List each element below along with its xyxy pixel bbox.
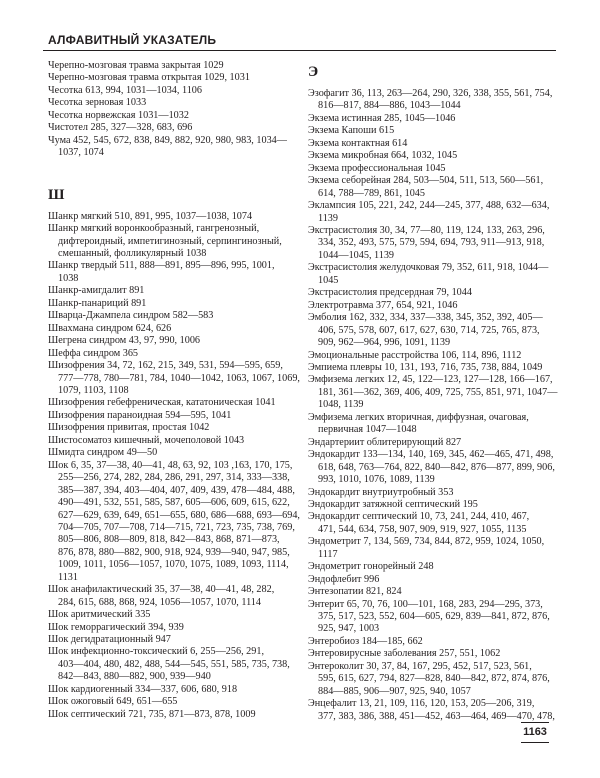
index-entry: [308, 449, 560, 486]
index-entry-line: Эклампсия 105, 221, 242, 244—245, 377, 488, 632—634,: [308, 200, 550, 212]
index-entry-line: Энцефалит 13, 21, 109, 116, 120, 153, 205—206, 319,: [308, 698, 535, 710]
index-entry-continuation: 805—806, 808—809, 818, 842—843, 868, 871—873,: [58, 534, 280, 546]
index-entry: [48, 684, 300, 696]
index-entry: [48, 60, 300, 72]
index-entry-line: Чистотел 285, 327—328, 683, 696: [48, 122, 193, 134]
index-entry-continuation: 375, 517, 523, 552, 604—605, 629, 839—841, 872, 876,: [318, 611, 550, 623]
index-entry-line: Эмболия 162, 332, 334, 337—338, 345, 352, 392, 405—: [308, 312, 543, 324]
index-entry-line: Эмоциональные расстройства 106, 114, 896, 1112: [308, 349, 522, 361]
section-gap: [48, 160, 300, 185]
index-entry: [48, 335, 300, 347]
index-entry-continuation: 471, 544, 634, 758, 907, 909, 919, 927, 1055, 1135: [318, 523, 527, 535]
index-entry: [48, 310, 300, 322]
section-letter-heading: Э: [308, 64, 319, 80]
index-entry-line: Эндокардит септический 10, 73, 241, 244, 410, 467,: [308, 511, 530, 523]
index-entry-continuation: 1045: [318, 274, 339, 286]
index-entry: [48, 410, 300, 422]
index-entry: [308, 262, 560, 287]
index-entry-line: Шок инфекционно-токсический 6, 255—256, 291,: [48, 646, 264, 658]
index-entry: [308, 350, 560, 362]
index-entry-continuation: 614, 788—789, 861, 1045: [318, 187, 425, 199]
index-entry: [48, 622, 300, 634]
index-entry-line: Экзема Капоши 615: [308, 125, 395, 137]
index-entry: [48, 323, 300, 335]
index-entry-line: Экстрасистолия 30, 34, 77—80, 119, 124, 133, 263, 296,: [308, 224, 545, 236]
index-entry: [48, 696, 300, 708]
index-column-right: [308, 62, 560, 723]
index-entry-continuation: 1131: [58, 571, 78, 583]
index-entry-continuation: 618, 648, 763—764, 822, 840—842, 876—877, 899, 906,: [318, 461, 555, 473]
index-entry: [308, 300, 560, 312]
index-entry-line: Электротравма 377, 654, 921, 1046: [308, 299, 458, 311]
index-entry: [308, 574, 560, 586]
index-entry-continuation: смешанный, фолликулярный 1038: [58, 247, 207, 259]
index-entry-line: Экзема профессиональная 1045: [308, 162, 446, 174]
index-entry-line: Эмпиема плевры 10, 131, 193, 716, 735, 738, 884, 1049: [308, 361, 543, 373]
index-entry-continuation: 993, 1010, 1076, 1089, 1139: [318, 474, 435, 486]
page-number: 1163: [521, 722, 549, 743]
index-entry: [308, 138, 560, 150]
index-entry: [308, 125, 560, 137]
index-entry-continuation: 1117: [318, 548, 338, 560]
index-entry: [48, 360, 300, 397]
index-column-left: [48, 60, 300, 721]
index-entry-line: Шок дегидратационный 947: [48, 634, 171, 646]
index-entry-continuation: 816—817, 884—886, 1043—1044: [318, 100, 461, 112]
index-entry-line: Экстрасистолия предсердная 79, 1044: [308, 287, 472, 299]
index-entry: [308, 175, 560, 200]
index-entry-continuation: 627—629, 639, 649, 651—655, 680, 686—688, 693—694,: [58, 509, 300, 521]
index-entry-continuation: 284, 615, 688, 868, 924, 1056—1057, 1070, 1114: [58, 596, 261, 608]
index-entry: [308, 561, 560, 573]
index-entry: [48, 435, 300, 447]
index-entry: [308, 599, 560, 636]
index-entry-line: Экзема микробная 664, 1032, 1045: [308, 150, 458, 162]
index-entry-continuation: 925, 947, 1003: [318, 623, 380, 635]
index-entry-line: Швахмана синдром 624, 626: [48, 322, 172, 334]
index-entry-line: Энтезопатии 821, 824: [308, 586, 402, 598]
index-entry-continuation: 1038: [58, 272, 79, 284]
index-entry-continuation: 181, 361—362, 369, 406, 409, 725, 755, 851, 971, 1047—: [318, 386, 558, 398]
index-entry: [308, 88, 560, 113]
index-entry: [48, 110, 300, 122]
index-entry-line: Шистосоматоз кишечный, мочеполовой 1043: [48, 434, 245, 446]
index-entry-line: Шок кардиогенный 334—337, 606, 680, 918: [48, 683, 238, 695]
index-entry-line: Шок 6, 35, 37—38, 40—41, 48, 63, 92, 103 ,163, 170, 175,: [48, 459, 293, 471]
index-entry-line: Шмидта синдром 49—50: [48, 447, 158, 459]
index-entry-continuation: 704—705, 707—708, 714—715, 721, 723, 735, 738, 769,: [58, 521, 295, 533]
index-entry-continuation: 1079, 1103, 1108: [58, 384, 129, 396]
index-entry: [48, 447, 300, 459]
index-entry: [308, 648, 560, 660]
index-entry: [48, 211, 300, 223]
header-rule: [43, 50, 556, 51]
index-entry: [48, 122, 300, 134]
index-entry-line: Энтеробиоз 184—185, 662: [308, 635, 423, 647]
index-entry-continuation: 255—256, 274, 282, 284, 286, 291, 297, 314, 333—338,: [58, 472, 290, 484]
index-entry: [308, 200, 560, 225]
index-entry: [308, 437, 560, 449]
index-entry: [48, 85, 300, 97]
index-entry-line: Экзема контактная 614: [308, 137, 408, 149]
index-entry: [308, 499, 560, 511]
index-entry-line: Шеффа синдром 365: [48, 347, 139, 359]
index-entry: [48, 709, 300, 721]
index-entry-line: Энтеровирусные заболевания 257, 551, 1062: [308, 648, 501, 660]
index-entry-line: Экстрасистолия желудочковая 79, 352, 611, 918, 1044—: [308, 262, 549, 274]
index-entry-continuation: 406, 575, 578, 607, 617, 627, 630, 714, 725, 765, 873,: [318, 324, 540, 336]
index-entry-continuation: 876, 878, 880—882, 900, 918, 924, 939—940, 947, 985,: [58, 546, 290, 558]
index-entry: [308, 661, 560, 698]
index-entry-continuation: 1048, 1139: [318, 399, 364, 411]
index-entry: [48, 460, 300, 585]
index-entry: [308, 362, 560, 374]
page-title: АЛФАВИТНЫЙ УКАЗАТЕЛЬ: [48, 33, 217, 47]
index-entry-line: Энтерит 65, 70, 76, 100—101, 168, 283, 294—295, 373,: [308, 598, 543, 610]
index-entry-continuation: 377, 383, 386, 388, 451—452, 463—464, 469—470, 478,: [318, 710, 555, 722]
index-entry-line: Шизофрения 34, 72, 162, 215, 349, 531, 594—595, 659,: [48, 360, 283, 372]
index-entry-line: Эндокардит 133—134, 140, 169, 345, 462—465, 471, 498,: [308, 449, 554, 461]
index-entry: [308, 225, 560, 262]
index-entry: [308, 412, 560, 437]
index-entry-line: Эндокардит внутриутробный 353: [308, 486, 454, 498]
index-entry: [48, 285, 300, 297]
index-entry-line: Эндартериит облитерирующий 827: [308, 436, 462, 448]
index-entry: [308, 163, 560, 175]
index-entry: [308, 113, 560, 125]
index-entry: [48, 422, 300, 434]
index-entry-line: Шок ожоговый 649, 651—655: [48, 696, 178, 708]
index-entry-continuation: 777—778, 780—781, 784, 1040—1042, 1063, 1067, 1069,: [58, 372, 300, 384]
index-entry-line: Шок аритмический 335: [48, 609, 151, 621]
index-entry-line: Эндометрит гонорейный 248: [308, 561, 434, 573]
index-entry-continuation: 334, 352, 493, 575, 579, 594, 694, 793, 911—913, 918,: [318, 237, 545, 249]
index-entry-continuation: 909, 962—964, 996, 1091, 1139: [318, 337, 451, 349]
index-entry-line: Шанкр твердый 511, 888—891, 895—896, 995, 1001,: [48, 260, 275, 272]
index-entry-line: Черепно-мозговая травма открытая 1029, 1031: [48, 72, 250, 84]
index-entry: [48, 634, 300, 646]
index-entry-line: Эмфизема легких 12, 45, 122—123, 127—128, 166—167,: [308, 374, 553, 386]
index-entry: [48, 260, 300, 285]
index-entry-line: Шегрена синдром 43, 97, 990, 1006: [48, 335, 201, 347]
index-entry-line: Чесотка зерновая 1033: [48, 97, 147, 109]
index-entry-line: Энтероколит 30, 37, 84, 167, 295, 452, 517, 523, 561,: [308, 660, 532, 672]
index-entry-continuation: 884—885, 906—907, 925, 940, 1057: [318, 685, 471, 697]
index-entry-line: Эндокардит затяжной септический 195: [308, 498, 478, 510]
index-entry: [48, 609, 300, 621]
index-entry-line: Шок анафилактический 35, 37—38, 40—41, 48, 282,: [48, 584, 275, 596]
index-entry-line: Чесотка норвежская 1031—1032: [48, 109, 189, 121]
index-entry: [308, 150, 560, 162]
index-entry: [308, 487, 560, 499]
index-entry-line: Экзема себорейная 284, 503—504, 511, 513, 560—561,: [308, 175, 544, 187]
index-entry-continuation: 1009, 1011, 1056—1057, 1070, 1075, 1089, 1093, 1114,: [58, 559, 289, 571]
index-entry-line: Чума 452, 545, 672, 838, 849, 882, 920, 980, 983, 1034—: [48, 134, 287, 146]
index-entry-continuation: 403—404, 480, 482, 488, 544—545, 551, 585, 735, 738,: [58, 658, 290, 670]
index-entry-line: Эндофлебит 996: [308, 573, 380, 585]
index-entry: [48, 72, 300, 84]
index-entry-continuation: 1037, 1074: [58, 147, 104, 159]
index-entry: [308, 536, 560, 561]
index-entry: [308, 374, 560, 411]
index-entry-continuation: дифтероидный, импетигинозный, серпингинозный,: [58, 235, 282, 247]
index-entry-line: Шанкр мягкий воронкообразный, гангренозный,: [48, 223, 260, 235]
index-entry: [48, 298, 300, 310]
index-entry-line: Шок геморрагический 394, 939: [48, 621, 184, 633]
index-entry: [48, 97, 300, 109]
index-entry: [48, 584, 300, 609]
index-entry-line: Шанкр-панариций 891: [48, 297, 147, 309]
index-entry: [308, 287, 560, 299]
index-entry: [308, 312, 560, 349]
index-entry: [48, 223, 300, 260]
index-entry-line: Шизофрения гебефреническая, кататоническая 1041: [48, 397, 276, 409]
index-entry-line: Эндометрит 7, 134, 569, 734, 844, 872, 959, 1024, 1050,: [308, 536, 545, 548]
index-entry-continuation: 385—387, 394, 403—404, 407, 409, 439, 478—484, 488,: [58, 484, 295, 496]
index-entry-continuation: 490—491, 532, 551, 585, 587, 605—606, 609, 615, 622,: [58, 497, 290, 509]
index-entry: [308, 511, 560, 536]
index-entry: [48, 646, 300, 683]
index-entry-line: Чесотка 613, 994, 1031—1034, 1106: [48, 84, 202, 96]
index-entry-line: Шизофрения параноидная 594—595, 1041: [48, 409, 232, 421]
index-entry: [308, 586, 560, 598]
index-entry-line: Шизофрения привитая, простая 1042: [48, 422, 210, 434]
index-entry-line: Экзема истинная 285, 1045—1046: [308, 112, 456, 124]
index-entry: [48, 397, 300, 409]
index-entry: [308, 636, 560, 648]
index-entry: [48, 135, 300, 160]
index-entry-continuation: первичная 1047—1048: [318, 424, 417, 436]
index-entry-line: Шварца-Джампела синдром 582—583: [48, 310, 214, 322]
index-entry-line: Шанкр мягкий 510, 891, 995, 1037—1038, 1074: [48, 210, 253, 222]
index-entry-continuation: 595, 615, 627, 794, 827—828, 840—842, 872, 874, 876,: [318, 673, 550, 685]
index-entry-line: Шанкр-амигдалит 891: [48, 285, 145, 297]
index-entry-line: Черепно-мозговая травма закрытая 1029: [48, 60, 224, 71]
index-entry-continuation: 1139: [318, 212, 338, 224]
index-entry: [48, 348, 300, 360]
index-entry-line: Эмфизема легких вторичная, диффузная, очаговая,: [308, 411, 529, 423]
index-entry-continuation: 842—843, 880—882, 900, 939—940: [58, 671, 211, 683]
section-letter-heading: Ш: [48, 186, 65, 203]
index-entry-line: Шок септический 721, 735, 871—873, 878, 1009: [48, 708, 256, 720]
index-entry-continuation: 1044—1045, 1139: [318, 249, 395, 261]
index-entry: [308, 698, 560, 723]
index-entry-line: Эзофагит 36, 113, 263—264, 290, 326, 338, 355, 561, 754,: [308, 88, 553, 99]
